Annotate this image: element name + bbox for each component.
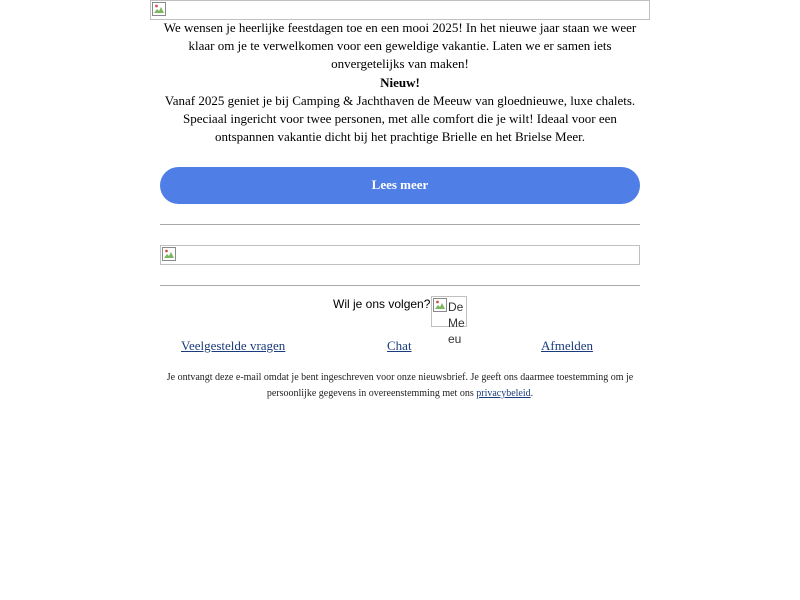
intro-paragraph: We wensen je heerlijke feestdagen toe en een mooi 2025! In het nieuwe jaar staan we weer klaar om je te verwelkomen voor een geweldige vakantie. Laten we er samen iets onvergetelijks van maken! [163, 20, 637, 72]
banner-image[interactable] [160, 245, 640, 265]
privacy-policy-link[interactable]: privacybeleid [476, 388, 531, 399]
footer-end: . [530, 388, 534, 399]
follow-label: Wil je ons volgen? [333, 297, 431, 311]
read-more-button[interactable]: Lees meer [160, 167, 640, 204]
header-image [150, 0, 650, 20]
chalet-paragraph: Vanaf 2025 geniet je bij Camping & Jachthaven de Meeuw van gloednieuwe, luxe chalets. Speciaal ingericht voor twee personen, met alle comfort die je wilt! Ideaal voor een ontspannen vakantie dicht bij het prachtige Brielle en het Brielse Meer. [164, 93, 636, 145]
faq-link[interactable]: Veelgestelde vragen [181, 338, 286, 353]
divider [160, 224, 640, 225]
footer-disclaimer [155, 370, 645, 402]
unsubscribe-link[interactable]: Afmelden [541, 338, 593, 353]
broken-image-icon [433, 298, 447, 312]
social-icon-alt-text: De Meeu [448, 300, 465, 346]
broken-image-icon [162, 247, 176, 261]
broken-image-icon [152, 2, 166, 16]
divider [160, 285, 640, 286]
footer-text: Je ontvangt deze e-mail omdat je bent ingeschreven voor onze nieuwsbrief. Je geeft ons daarmee toestemming om je persoonlijke gegevens in overeenstemming met ons [166, 372, 634, 399]
new-heading: Nieuw! [380, 75, 420, 90]
chat-link[interactable]: Chat [387, 338, 412, 353]
social-icon-link[interactable] [431, 296, 467, 346]
